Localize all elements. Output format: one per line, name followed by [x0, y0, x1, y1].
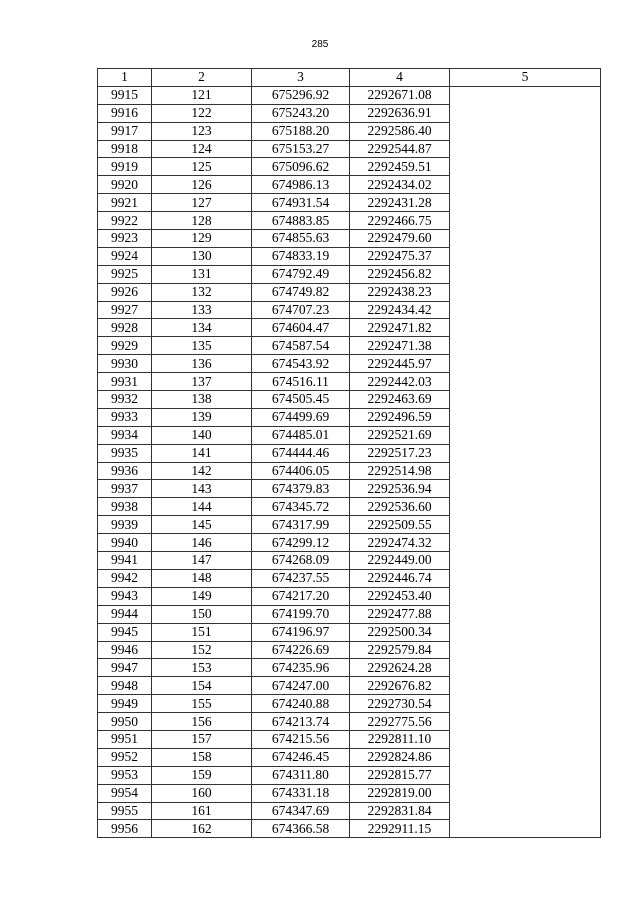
point-number-cell: 9922 [98, 212, 152, 230]
y-coordinate-cell: 2292911.15 [350, 820, 450, 838]
x-coordinate-cell: 674485.01 [252, 426, 350, 444]
x-coordinate-cell: 674317.99 [252, 516, 350, 534]
point-number-cell: 9947 [98, 659, 152, 677]
x-coordinate-cell: 674235.96 [252, 659, 350, 677]
sequence-number-cell: 153 [152, 659, 252, 677]
point-number-cell: 9938 [98, 498, 152, 516]
point-number-cell: 9954 [98, 784, 152, 802]
point-number-cell: 9923 [98, 230, 152, 248]
y-coordinate-cell: 2292434.02 [350, 176, 450, 194]
y-coordinate-cell: 2292676.82 [350, 677, 450, 695]
y-coordinate-cell: 2292477.88 [350, 605, 450, 623]
y-coordinate-cell: 2292831.84 [350, 802, 450, 820]
y-coordinate-cell: 2292434.42 [350, 301, 450, 319]
sequence-number-cell: 138 [152, 391, 252, 409]
x-coordinate-cell: 675096.62 [252, 158, 350, 176]
point-number-cell: 9927 [98, 301, 152, 319]
point-number-cell: 9953 [98, 766, 152, 784]
sequence-number-cell: 137 [152, 373, 252, 391]
x-coordinate-cell: 674883.85 [252, 212, 350, 230]
sequence-number-cell: 130 [152, 247, 252, 265]
sequence-number-cell: 142 [152, 462, 252, 480]
column-header-2: 2 [152, 69, 252, 87]
sequence-number-cell: 148 [152, 569, 252, 587]
point-number-cell: 9924 [98, 247, 152, 265]
point-number-cell: 9917 [98, 122, 152, 140]
sequence-number-cell: 150 [152, 605, 252, 623]
sequence-number-cell: 122 [152, 104, 252, 122]
sequence-number-cell: 161 [152, 802, 252, 820]
x-coordinate-cell: 674196.97 [252, 623, 350, 641]
sequence-number-cell: 135 [152, 337, 252, 355]
point-number-cell: 9930 [98, 355, 152, 373]
y-coordinate-cell: 2292811.10 [350, 730, 450, 748]
x-coordinate-cell: 675243.20 [252, 104, 350, 122]
table-body [98, 86, 601, 837]
x-coordinate-cell: 674246.45 [252, 748, 350, 766]
x-coordinate-cell: 674268.09 [252, 552, 350, 570]
y-coordinate-cell: 2292438.23 [350, 283, 450, 301]
x-coordinate-cell: 674516.11 [252, 373, 350, 391]
x-coordinate-cell: 674347.69 [252, 802, 350, 820]
column-5-merged-cell [450, 86, 601, 837]
y-coordinate-cell: 2292521.69 [350, 426, 450, 444]
point-number-cell: 9949 [98, 695, 152, 713]
x-coordinate-cell: 674505.45 [252, 391, 350, 409]
point-number-cell: 9931 [98, 373, 152, 391]
sequence-number-cell: 129 [152, 230, 252, 248]
sequence-number-cell: 162 [152, 820, 252, 838]
sequence-number-cell: 152 [152, 641, 252, 659]
x-coordinate-cell: 674931.54 [252, 194, 350, 212]
point-number-cell: 9918 [98, 140, 152, 158]
x-coordinate-cell: 674749.82 [252, 283, 350, 301]
sequence-number-cell: 133 [152, 301, 252, 319]
sequence-number-cell: 160 [152, 784, 252, 802]
point-number-cell: 9920 [98, 176, 152, 194]
sequence-number-cell: 155 [152, 695, 252, 713]
sequence-number-cell: 134 [152, 319, 252, 337]
y-coordinate-cell: 2292586.40 [350, 122, 450, 140]
point-number-cell: 9941 [98, 552, 152, 570]
sequence-number-cell: 151 [152, 623, 252, 641]
point-number-cell: 9934 [98, 426, 152, 444]
point-number-cell: 9921 [98, 194, 152, 212]
y-coordinate-cell: 2292456.82 [350, 265, 450, 283]
column-header-1: 1 [98, 69, 152, 87]
y-coordinate-cell: 2292471.82 [350, 319, 450, 337]
y-coordinate-cell: 2292442.03 [350, 373, 450, 391]
point-number-cell: 9950 [98, 713, 152, 731]
column-header-5: 5 [450, 69, 601, 87]
y-coordinate-cell: 2292815.77 [350, 766, 450, 784]
y-coordinate-cell: 2292819.00 [350, 784, 450, 802]
point-number-cell: 9939 [98, 516, 152, 534]
sequence-number-cell: 147 [152, 552, 252, 570]
point-number-cell: 9935 [98, 444, 152, 462]
table-row [98, 86, 601, 104]
y-coordinate-cell: 2292775.56 [350, 713, 450, 731]
x-coordinate-cell: 674237.55 [252, 569, 350, 587]
sequence-number-cell: 136 [152, 355, 252, 373]
x-coordinate-cell: 674215.56 [252, 730, 350, 748]
y-coordinate-cell: 2292445.97 [350, 355, 450, 373]
point-number-cell: 9948 [98, 677, 152, 695]
y-coordinate-cell: 2292636.91 [350, 104, 450, 122]
y-coordinate-cell: 2292536.94 [350, 480, 450, 498]
y-coordinate-cell: 2292453.40 [350, 587, 450, 605]
point-number-cell: 9937 [98, 480, 152, 498]
sequence-number-cell: 126 [152, 176, 252, 194]
point-number-cell: 9942 [98, 569, 152, 587]
point-number-cell: 9956 [98, 820, 152, 838]
sequence-number-cell: 123 [152, 122, 252, 140]
x-coordinate-cell: 674366.58 [252, 820, 350, 838]
x-coordinate-cell: 674855.63 [252, 230, 350, 248]
y-coordinate-cell: 2292624.28 [350, 659, 450, 677]
point-number-cell: 9928 [98, 319, 152, 337]
y-coordinate-cell: 2292471.38 [350, 337, 450, 355]
x-coordinate-cell: 675153.27 [252, 140, 350, 158]
point-number-cell: 9945 [98, 623, 152, 641]
y-coordinate-cell: 2292579.84 [350, 641, 450, 659]
y-coordinate-cell: 2292509.55 [350, 516, 450, 534]
y-coordinate-cell: 2292459.51 [350, 158, 450, 176]
point-number-cell: 9936 [98, 462, 152, 480]
x-coordinate-cell: 674986.13 [252, 176, 350, 194]
column-header-3: 3 [252, 69, 350, 87]
point-number-cell: 9933 [98, 408, 152, 426]
x-coordinate-cell: 675296.92 [252, 86, 350, 104]
point-number-cell: 9919 [98, 158, 152, 176]
x-coordinate-cell: 674604.47 [252, 319, 350, 337]
y-coordinate-cell: 2292446.74 [350, 569, 450, 587]
table-header-row [98, 69, 601, 87]
x-coordinate-cell: 674311.80 [252, 766, 350, 784]
sequence-number-cell: 156 [152, 713, 252, 731]
point-number-cell: 9944 [98, 605, 152, 623]
x-coordinate-cell: 674444.46 [252, 444, 350, 462]
y-coordinate-cell: 2292730.54 [350, 695, 450, 713]
sequence-number-cell: 144 [152, 498, 252, 516]
sequence-number-cell: 158 [152, 748, 252, 766]
x-coordinate-cell: 674331.18 [252, 784, 350, 802]
x-coordinate-cell: 674345.72 [252, 498, 350, 516]
y-coordinate-cell: 2292449.00 [350, 552, 450, 570]
x-coordinate-cell: 674499.69 [252, 408, 350, 426]
y-coordinate-cell: 2292479.60 [350, 230, 450, 248]
x-coordinate-cell: 674707.23 [252, 301, 350, 319]
x-coordinate-cell: 674226.69 [252, 641, 350, 659]
y-coordinate-cell: 2292475.37 [350, 247, 450, 265]
y-coordinate-cell: 2292466.75 [350, 212, 450, 230]
sequence-number-cell: 124 [152, 140, 252, 158]
x-coordinate-cell: 674792.49 [252, 265, 350, 283]
point-number-cell: 9955 [98, 802, 152, 820]
sequence-number-cell: 149 [152, 587, 252, 605]
point-number-cell: 9940 [98, 534, 152, 552]
sequence-number-cell: 131 [152, 265, 252, 283]
column-header-4: 4 [350, 69, 450, 87]
sequence-number-cell: 159 [152, 766, 252, 784]
y-coordinate-cell: 2292544.87 [350, 140, 450, 158]
x-coordinate-cell: 674543.92 [252, 355, 350, 373]
y-coordinate-cell: 2292431.28 [350, 194, 450, 212]
point-number-cell: 9916 [98, 104, 152, 122]
x-coordinate-cell: 674213.74 [252, 713, 350, 731]
x-coordinate-cell: 674240.88 [252, 695, 350, 713]
sequence-number-cell: 145 [152, 516, 252, 534]
point-number-cell: 9951 [98, 730, 152, 748]
sequence-number-cell: 143 [152, 480, 252, 498]
point-number-cell: 9932 [98, 391, 152, 409]
x-coordinate-cell: 674217.20 [252, 587, 350, 605]
sequence-number-cell: 125 [152, 158, 252, 176]
y-coordinate-cell: 2292496.59 [350, 408, 450, 426]
page-number: 285 [311, 39, 329, 50]
point-number-cell: 9952 [98, 748, 152, 766]
sequence-number-cell: 146 [152, 534, 252, 552]
point-number-cell: 9925 [98, 265, 152, 283]
coordinates-table [97, 68, 601, 838]
sequence-number-cell: 140 [152, 426, 252, 444]
point-number-cell: 9926 [98, 283, 152, 301]
y-coordinate-cell: 2292824.86 [350, 748, 450, 766]
sequence-number-cell: 139 [152, 408, 252, 426]
x-coordinate-cell: 674379.83 [252, 480, 350, 498]
sequence-number-cell: 127 [152, 194, 252, 212]
y-coordinate-cell: 2292517.23 [350, 444, 450, 462]
y-coordinate-cell: 2292514.98 [350, 462, 450, 480]
sequence-number-cell: 121 [152, 86, 252, 104]
y-coordinate-cell: 2292671.08 [350, 86, 450, 104]
point-number-cell: 9929 [98, 337, 152, 355]
sequence-number-cell: 128 [152, 212, 252, 230]
point-number-cell: 9946 [98, 641, 152, 659]
y-coordinate-cell: 2292500.34 [350, 623, 450, 641]
x-coordinate-cell: 674587.54 [252, 337, 350, 355]
y-coordinate-cell: 2292536.60 [350, 498, 450, 516]
x-coordinate-cell: 674247.00 [252, 677, 350, 695]
y-coordinate-cell: 2292463.69 [350, 391, 450, 409]
sequence-number-cell: 157 [152, 730, 252, 748]
x-coordinate-cell: 674406.05 [252, 462, 350, 480]
point-number-cell: 9943 [98, 587, 152, 605]
x-coordinate-cell: 674833.19 [252, 247, 350, 265]
sequence-number-cell: 132 [152, 283, 252, 301]
x-coordinate-cell: 674299.12 [252, 534, 350, 552]
sequence-number-cell: 141 [152, 444, 252, 462]
y-coordinate-cell: 2292474.32 [350, 534, 450, 552]
point-number-cell: 9915 [98, 86, 152, 104]
x-coordinate-cell: 674199.70 [252, 605, 350, 623]
sequence-number-cell: 154 [152, 677, 252, 695]
x-coordinate-cell: 675188.20 [252, 122, 350, 140]
